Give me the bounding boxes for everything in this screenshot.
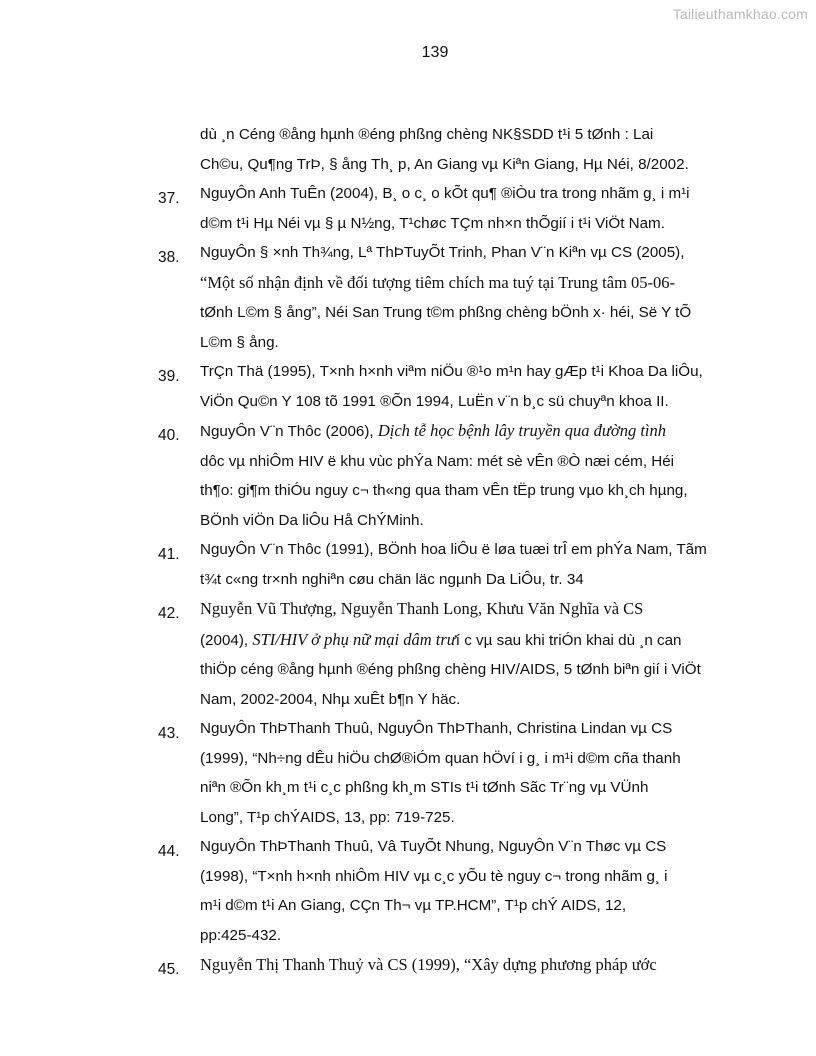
reference-number: 41. (158, 546, 180, 563)
reference-entry (158, 950, 718, 981)
reference-entry (158, 238, 718, 357)
reference-text: pp:425-432. (200, 926, 282, 944)
reference-text: NguyÔn V¨n Thôc (1991), BÖnh hoa liÔu ë løa tuæi trÎ em phÝa Nam, Tãm (200, 541, 707, 558)
reference-line (200, 120, 718, 150)
reference-text: d©m t¹i Hµ Néi vµ § µ N½ng, T¹chøc TÇm nh×n thÕgií i t¹i ViÖt Nam. (200, 214, 665, 232)
reference-text: Nguyễn Vũ Thượng, Nguyễn Thanh Long, Khưu Văn Nghĩa và CS (200, 599, 644, 618)
reference-entry (158, 120, 718, 179)
reference-text: L©m § ång. (200, 333, 279, 351)
reference-line (200, 565, 718, 595)
reference-line (200, 476, 718, 506)
reference-text: thiÖp céng ®ång hµnh ®éng phßng chèng HIV/AIDS, 5 tØnh biªn gií i ViÖt (200, 661, 701, 678)
reference-text: (1999), “Nh÷ng dÊu hiÖu chØ®iÓm quan hÖví i g¸ i m¹i d©m cña thanh (200, 749, 681, 767)
reference-entry (158, 416, 718, 535)
reference-line (200, 238, 718, 268)
reference-line (200, 773, 718, 803)
reference-text: BÖnh viÖn Da liÔu Hå ChÝMinh. (200, 511, 424, 529)
reference-text: tØnh L©m § ång”, Néi San Trung t©m phßng chèng bÖnh x· héi, Së Y tÕ (200, 304, 692, 321)
reference-line (200, 744, 718, 774)
reference-line (200, 535, 718, 565)
reference-line (200, 387, 718, 417)
reference-line (200, 357, 718, 387)
reference-text: Dịch tễ học bệnh lây truyền qua đường tình (377, 421, 667, 440)
reference-line (200, 268, 718, 299)
reference-text: NguyÔn ThÞThanh Thuû, Vâ TuyÕt Nhung, NguyÔn V¨n Thøc vµ CS (200, 838, 667, 855)
reference-entry (158, 714, 718, 832)
reference-text: m¹i d©m t¹i An Giang, CÇn Th¬ vµ TP.HCM”, T¹p chÝ AIDS, 12, (200, 897, 627, 914)
reference-line (200, 714, 718, 744)
reference-line (200, 209, 718, 239)
reference-text: (2004), (200, 631, 253, 649)
reference-entry (158, 594, 718, 714)
reference-line (200, 803, 718, 833)
reference-text: “Một số nhận định về đối tượng tiêm chích ma tuý tại Trung tâm 05-06- (200, 272, 676, 292)
reference-line (200, 328, 718, 358)
reference-text: NguyÔn § ×nh Th¾ng, Lª ThÞTuyÕt Trinh, Phan V¨n Kiªn vµ CS (2005), (200, 244, 685, 261)
reference-line (200, 150, 718, 180)
reference-line (200, 685, 718, 715)
reference-text: Ch©u, Qu¶ng TrÞ, § ång Th¸ p, An Giang vµ Kiªn Giang, Hµ Néi, 8/2002. (200, 155, 689, 173)
reference-text: dôc vµ nhiÔm HIV ë khu vùc phÝa Nam: mét sè vÊn ®Ò næi cém, Héi (200, 452, 675, 470)
reference-entry (158, 832, 718, 950)
reference-text: í c vµ sau khi triÓn khai dù ¸n can (455, 631, 682, 649)
reference-line (200, 950, 718, 981)
reference-line (200, 862, 718, 892)
reference-number: 38. (158, 249, 180, 266)
reference-number: 40. (158, 427, 180, 444)
reference-text: STI/HIV ở phụ nữ mại dâm trư (252, 629, 456, 649)
reference-number: 43. (158, 725, 180, 742)
reference-line (200, 891, 718, 921)
reference-line (200, 298, 718, 328)
reference-list (158, 120, 718, 981)
reference-number: 45. (158, 961, 180, 978)
reference-text: ViÖn Qu©n Y 108 tõ 1991 ®Õn 1994, LuËn v¨n b¸c sü chuyªn khoa II. (200, 392, 669, 410)
reference-text: NguyÔn ThÞThanh Thuû, NguyÔn ThÞThanh, Christina Lindan vµ CS (200, 720, 673, 737)
reference-line (200, 921, 718, 951)
reference-text: dù ¸n Céng ®ång hµnh ®éng phßng chèng NK§SDD t¹i 5 tØnh : Lai (200, 126, 654, 143)
reference-text: NguyÔn Anh TuÊn (2004), B¸ o c¸ o kÕt qu¶ ®iÒu tra trong nhãm g¸ i m¹i (200, 185, 690, 202)
reference-line (200, 655, 718, 685)
reference-line (200, 625, 718, 656)
reference-line (200, 594, 718, 625)
reference-entry (158, 357, 718, 416)
reference-text: NguyÔn V¨n Thôc (2006), (200, 423, 378, 440)
reference-entry (158, 179, 718, 238)
watermark: Tailieuthamkhao.com (672, 6, 808, 22)
reference-number: 37. (158, 190, 180, 207)
reference-number: 42. (158, 605, 180, 622)
reference-line (200, 506, 718, 536)
reference-text: Nam, 2002-2004, Nhµ xuÊt b¶n Y häc. (200, 690, 461, 708)
reference-text: Nguyễn Thị Thanh Thuỷ và CS (1999), “Xây dựng phương pháp ước (200, 955, 657, 974)
reference-text: (1998), “T×nh h×nh nhiÔm HIV vµ c¸c yÕu tè nguy c¬ trong nhãm g¸ i (200, 867, 668, 885)
reference-text: t¾t c«ng tr×nh nghiªn cøu chän läc ngµnh Da LiÔu, tr. 34 (200, 570, 584, 588)
reference-entry (158, 535, 718, 594)
reference-line (200, 832, 718, 862)
reference-text: th¶o: gi¶m thiÓu nguy c¬ th«ng qua tham vÊn tËp trung vµo kh¸ch hµng, (200, 482, 688, 499)
reference-line (200, 447, 718, 477)
reference-text: niªn ®Õn kh¸m t¹i c¸c phßng kh¸m STIs t¹i tØnh Sãc Tr¨ng vµ VÜnh (200, 779, 649, 796)
reference-line (200, 416, 718, 447)
reference-text: Long”, T¹p chÝAIDS, 13, pp: 719-725. (200, 808, 455, 826)
reference-number: 44. (158, 843, 180, 860)
reference-line (200, 179, 718, 209)
reference-number: 39. (158, 368, 180, 385)
reference-text: TrÇn Thä (1995), T×nh h×nh viªm niÖu ®¹o m¹n hay gÆp t¹i Khoa Da liÔu, (200, 363, 703, 380)
page-number: 139 (421, 44, 449, 61)
